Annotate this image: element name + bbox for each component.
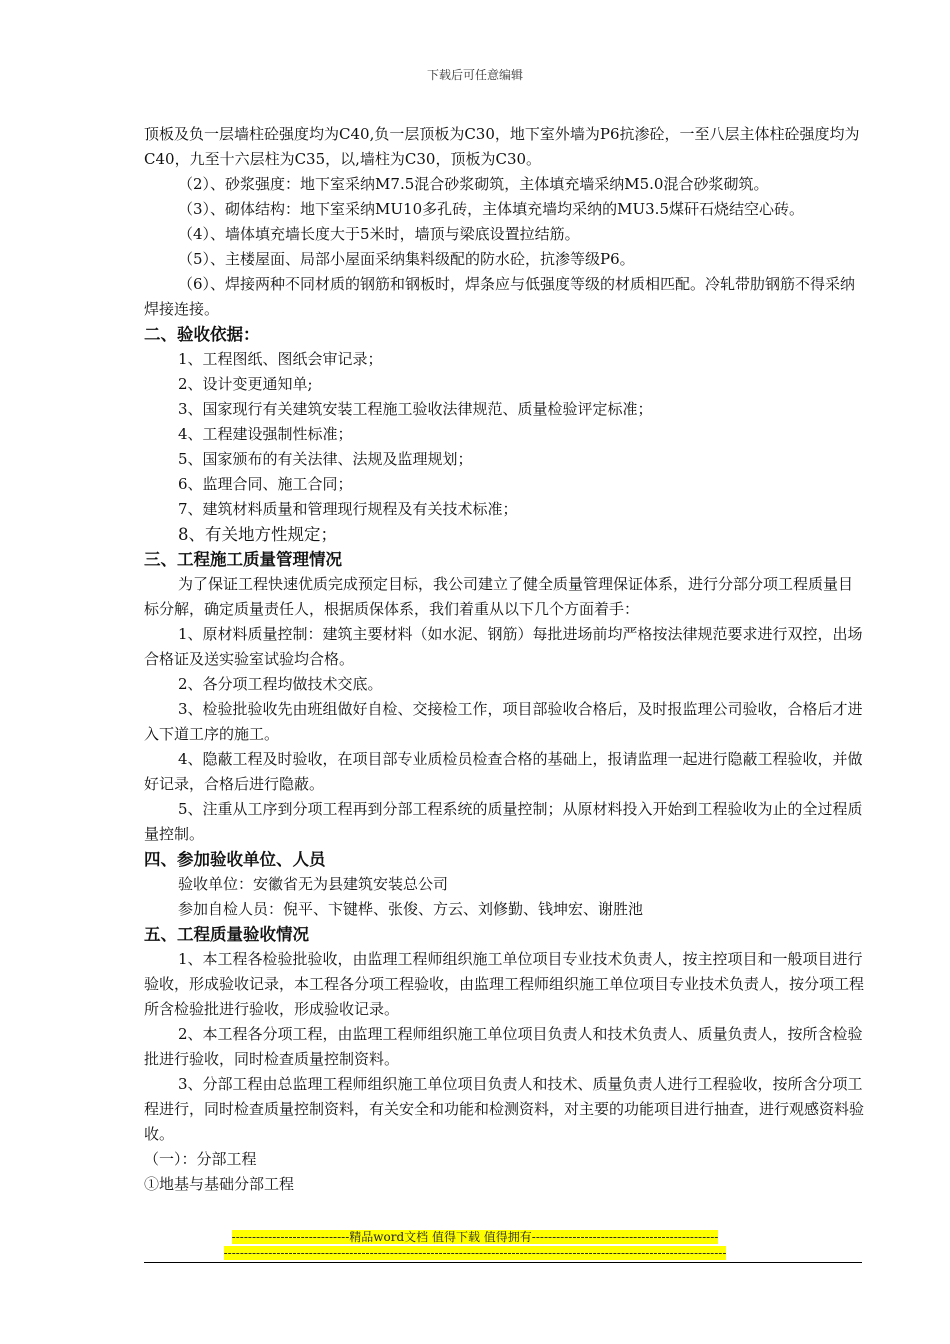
spec-item: （5）、主楼屋面、局部小屋面采纳集料级配的防水砼，抗渗等级P6。: [178, 250, 635, 268]
quality-paragraph: 2、各分项工程均做技术交底。: [178, 675, 383, 693]
quality-paragraph: 3、检验批验收先由班组做好自检、交接检工作，项目部验收合格后，及时报监理公司验收，合格后才进入下道工序的施工。: [144, 700, 863, 743]
basis-item: 6、监理合同、施工合同；: [178, 475, 353, 493]
section-heading: 二、验收依据：: [144, 325, 260, 344]
quality-paragraph: 5、注重从工序到分项工程再到分部工程系统的质量控制；从原材料投入开始到工程验收为止的全过程质量控制。: [144, 800, 863, 843]
acceptance-paragraph: 2、本工程各分项工程，由监理工程师组织施工单位项目负责人和技术负责人、质量负责人，按所含检验批进行验收，同时检查质量控制资料。: [144, 1025, 863, 1068]
spec-item: （3）、砌体结构：地下室采纳MU10多孔砖，主体填充墙均采纳的MU3.5煤矸石烧结空心砖。: [178, 200, 804, 218]
intro-paragraph: 顶板及负一层墙柱砼强度均为C40,负一层顶板为C30，地下室外墙为P6抗渗砼，一至八层主体柱砼强度均为C40，九至十六层柱为C35，以,墙柱为C30，顶板为C30。: [144, 125, 860, 168]
basis-item: 4、工程建设强制性标准；: [178, 425, 353, 443]
subsection-label: ①地基与基础分部工程: [144, 1175, 295, 1193]
basis-item: 7、建筑材料质量和管理现行规程及有关技术标准；: [178, 500, 518, 518]
page-header: 下载后可任意编辑: [426, 68, 523, 82]
acceptance-paragraph: 1、本工程各检验批验收，由监理工程师组织施工单位项目专业技术负责人，按主控项目和一般项目进行验收，形成验收记录，本工程各分项工程验收，由监理工程师组织施工单位项目专业技术负责人，按分项工程所含检验批进行验收，形成验收记录。: [144, 950, 865, 1018]
basis-item: 2、设计变更通知单;: [178, 375, 313, 393]
spec-item: （4）、墙体填充墙长度大于5米时，墙顶与梁底设置拉结筋。: [178, 225, 580, 243]
footer-banner-line: -----------------------------精品word文档 值得下载 值得拥有----------------------------------------------: [231, 1230, 719, 1244]
document-body: [144, 122, 864, 1197]
basis-item: 5、国家颁布的有关法律、法规及监理规划；: [178, 450, 473, 468]
basis-item: 8、有关地方性规定；: [178, 525, 337, 544]
section-heading: 三、工程施工质量管理情况: [144, 550, 342, 569]
inspection-people: 参加自检人员：倪平、卞键桦、张俊、方云、刘修勤、钱坤宏、谢胜池: [178, 900, 644, 918]
quality-paragraph: 1、原材料质量控制：建筑主要材料（如水泥、钢筋）每批进场前均严格按法律规范要求进行双控，出场合格证及送实验室试验均合格。: [144, 625, 863, 668]
footer-dash-text: ----------------------------------------------------------------------------------------------------------------------------: [223, 1246, 727, 1260]
spec-item: （2）、砂浆强度：地下室采纳M7.5混合砂浆砌筑，主体填充墙采纳M5.0混合砂浆砌筑。: [178, 175, 769, 193]
quality-paragraph: 4、隐蔽工程及时验收，在项目部专业质检员检查合格的基础上，报请监理一起进行隐蔽工程验收，并做好记录，合格后进行隐蔽。: [144, 750, 863, 793]
section-heading: 五、工程质量验收情况: [144, 925, 309, 944]
basis-item: 3、国家现行有关建筑安装工程施工验收法律规范、质量检验评定标准；: [178, 400, 653, 418]
footer-dash-line: [0, 1246, 950, 1261]
acceptance-paragraph: 3、分部工程由总监理工程师组织施工单位项目负责人和技术、质量负责人进行工程验收，按所含分项工程进行，同时检查质量控制资料，有关安全和功能和检测资料，对主要的功能项目进行抽查，进行观感资料验收。: [144, 1075, 865, 1143]
spec-item: （6）、焊接两种不同材质的钢筋和钢板时，焊条应与低强度等级的材质相匹配。冷轧带肋钢筋不得采纳焊接连接。: [144, 275, 856, 318]
footer-banner: [0, 1230, 950, 1245]
footer-rule: [144, 1262, 862, 1263]
basis-item: 1、工程图纸、图纸会审记录；: [178, 350, 383, 368]
section-heading: 四、参加验收单位、人员: [144, 850, 326, 869]
acceptance-unit: 验收单位：安徽省无为县建筑安装总公司: [178, 875, 449, 893]
subsection-label: （一）：分部工程: [144, 1150, 257, 1168]
quality-paragraph: 为了保证工程快速优质完成预定目标，我公司建立了健全质量管理保证体系，进行分部分项工程质量目标分解，确定质量责任人，根据质保体系，我们着重从以下几个方面着手：: [144, 575, 854, 618]
